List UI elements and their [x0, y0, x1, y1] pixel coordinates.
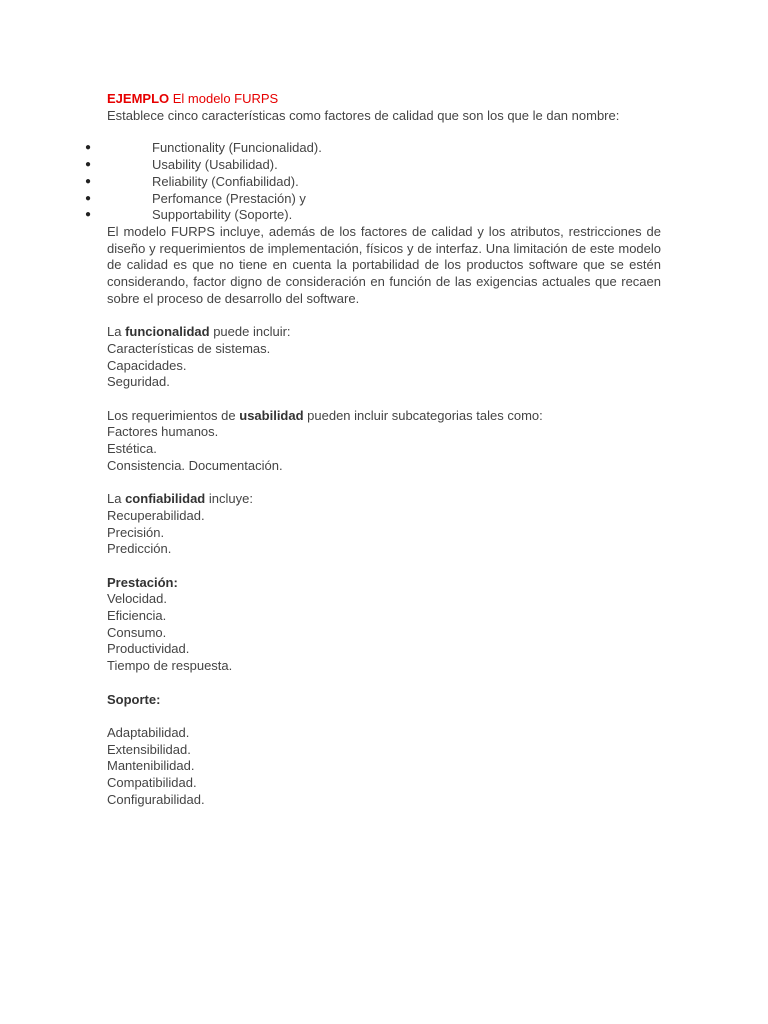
- bullet-icon: ●: [85, 192, 92, 204]
- list-item: Compatibilidad.: [107, 775, 197, 791]
- bullet-icon: ●: [85, 209, 92, 221]
- list-item: Precisión.: [107, 524, 165, 540]
- list-item: Tiempo de respuesta.: [107, 658, 233, 674]
- list-item: ● Usability (Usabilidad).: [85, 157, 278, 173]
- list-item: Recuperabilidad.: [107, 507, 205, 523]
- furps-paragraph: El modelo FURPS incluye, además de los factores de calidad y los atributos, restricciones de diseño y requerimientos de implementación, físicos y de interfaz. Una limitación de este modelo de calidad es que no tiene en cuenta la portabilidad de los productos software que se estén considerando, factor digno de consideración en función de las exigencias actuales que recaen sobre el proceso de desarrollo del software.: [107, 223, 661, 306]
- list-item: Características de sistemas.: [107, 340, 271, 356]
- confiabilidad-heading: La confiabilidad incluye:: [107, 491, 253, 507]
- list-item: ● Perfomance (Prestación) y: [85, 190, 306, 206]
- list-item: Configurabilidad.: [107, 791, 205, 807]
- document-body: [85, 91, 661, 808]
- soporte-section: [107, 692, 661, 809]
- soporte-heading: Soporte:: [107, 691, 161, 707]
- document-heading: [107, 91, 661, 108]
- list-item: Extensibilidad.: [107, 741, 191, 757]
- list-item: Adaptabilidad.: [107, 724, 190, 740]
- list-item: Predicción.: [107, 541, 172, 557]
- prestacion-heading: Prestación:: [107, 574, 178, 590]
- list-item: Mantenibilidad.: [107, 758, 195, 774]
- funcionalidad-section: [107, 324, 661, 391]
- list-item: ● Functionality (Funcionalidad).: [85, 140, 322, 156]
- list-item: Seguridad.: [107, 374, 170, 390]
- bullet-icon: ●: [85, 159, 92, 171]
- list-item: Estética.: [107, 441, 157, 457]
- list-item: Consistencia. Documentación.: [107, 457, 283, 473]
- list-item: Eficiencia.: [107, 608, 167, 624]
- intro-text: Establece cinco características como factores de calidad que son los que le dan nombre:: [107, 107, 620, 123]
- funcionalidad-heading: La funcionalidad puede incluir:: [107, 324, 291, 340]
- usabilidad-heading: Los requerimientos de usabilidad pueden incluir subcategorias tales como:: [107, 407, 543, 423]
- confiabilidad-section: [107, 491, 661, 558]
- list-item: Factores humanos.: [107, 424, 219, 440]
- heading-rest: El modelo FURPS: [169, 91, 279, 106]
- list-item: Productividad.: [107, 641, 190, 657]
- bullet-icon: ●: [85, 175, 92, 187]
- list-item: ● Supportability (Soporte).: [85, 207, 293, 223]
- list-item: Capacidades.: [107, 357, 187, 373]
- prestacion-section: [107, 575, 661, 675]
- bullet-icon: ●: [85, 142, 92, 154]
- list-item: ● Reliability (Confiabilidad).: [85, 173, 299, 189]
- heading-bold: EJEMPLO: [107, 91, 170, 106]
- furps-bullet-list: [85, 140, 661, 224]
- list-item: Velocidad.: [107, 591, 167, 607]
- usabilidad-section: [107, 408, 661, 475]
- list-item: Consumo.: [107, 624, 167, 640]
